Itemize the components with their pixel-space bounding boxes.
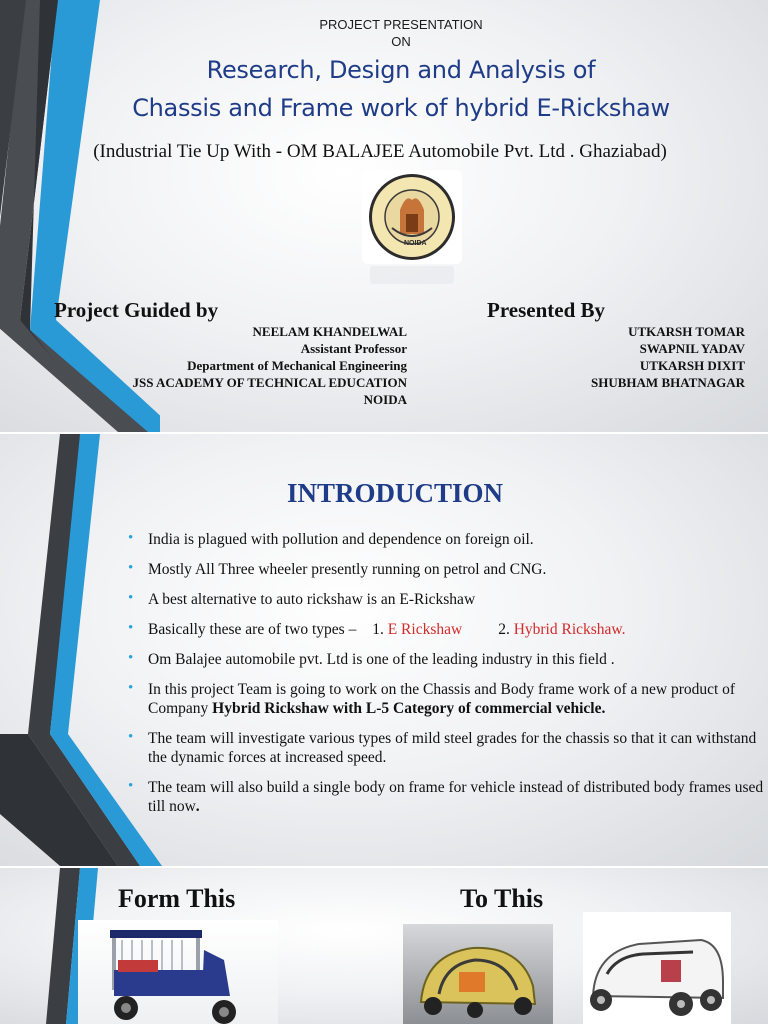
college-logo: [362, 170, 462, 288]
bullet-text: India is plagued with pollution and dependence on foreign oil.: [148, 531, 534, 548]
bullet-icon: •: [128, 590, 134, 606]
bullet-item: [128, 778, 764, 816]
presenter-name: UTKARSH DIXIT: [639, 358, 745, 373]
guide-info: [40, 323, 407, 408]
bullet-text: In this project Team is going to work on the Chassis and Body frame work of a new product of Company: [148, 681, 736, 717]
bullet-icon: •: [128, 560, 134, 576]
slide-introduction: [0, 434, 768, 866]
bullet-item: [128, 680, 764, 718]
presenter-name: SWAPNIL YADAV: [639, 341, 745, 356]
from-heading: Form This: [118, 884, 236, 913]
guide-institute: JSS ACADEMY OF TECHNICAL EDUCATION: [132, 375, 407, 390]
presenter-name: SHUBHAM BHATNAGAR: [591, 375, 745, 390]
hybrid-concept-photo-2: [583, 912, 731, 1024]
type-2-number: 2.: [498, 621, 514, 638]
type-2-label: Hybrid Rickshaw.: [513, 621, 626, 638]
title-line-2: Chassis and Frame work of hybrid E-Rickshaw: [132, 94, 670, 122]
heading-line-1: PROJECT PRESENTATION: [319, 17, 483, 32]
guided-by-heading: Project Guided by: [54, 298, 219, 322]
bullet-icon: •: [128, 680, 134, 696]
bullet-text: Om Balajee automobile pvt. Ltd is one of the leading industry in this field .: [148, 651, 615, 668]
bullet-item: [128, 650, 764, 669]
heading-line-2: ON: [391, 34, 411, 49]
presenter-name: UTKARSH TOMAR: [628, 324, 745, 339]
bullet-item: [128, 729, 764, 767]
bullet-text: A best alternative to auto rickshaw is an E-Rickshaw: [148, 591, 476, 608]
guide-department: Department of Mechanical Engineering: [187, 358, 407, 373]
slide-title: [0, 0, 768, 432]
to-heading: To This: [460, 884, 544, 913]
bullet-bold-text: Hybrid Rickshaw with L-5 Category of commercial vehicle.: [212, 700, 606, 717]
presenter-list: [500, 323, 745, 391]
bullet-icon: •: [128, 778, 134, 794]
bullet-icon: •: [128, 650, 134, 666]
type-1-label: E Rickshaw: [387, 621, 463, 638]
introduction-bullets: [128, 530, 764, 827]
guide-name: NEELAM KHANDELWAL: [252, 324, 407, 339]
hybrid-concept-photo-1: [403, 924, 553, 1024]
guide-designation: Assistant Professor: [300, 341, 407, 356]
bullet-item: [128, 560, 764, 579]
bullet-icon: •: [128, 620, 134, 636]
presented-by-heading: Presented By: [487, 298, 606, 322]
bullet-text: The team will also build a single body on frame for vehicle instead of distributed body frames used till now: [148, 779, 764, 815]
title-line-1: Research, Design and Analysis of: [206, 56, 596, 84]
bullet-item: [128, 590, 764, 609]
bullet-text: Basically these are of two types –: [148, 621, 361, 638]
bullet-text: The team will investigate various types of mild steel grades for the chassis so that it can withstand the dynamic forces at increased speed.: [148, 730, 757, 766]
bullet-bold-text: .: [195, 798, 200, 815]
slide-comparison: [0, 868, 768, 1024]
logo-ring-text-bottom: NOIDA: [404, 240, 427, 247]
bullet-text: Mostly All Three wheeler presently running on petrol and CNG.: [148, 561, 547, 578]
bullet-item: [128, 620, 764, 639]
type-1-number: 1.: [372, 621, 388, 638]
industrial-tie-up: (Industrial Tie Up With - OM BALAJEE Automobile Pvt. Ltd . Ghaziabad): [93, 141, 667, 162]
guide-city: NOIDA: [363, 392, 407, 407]
introduction-heading: INTRODUCTION: [286, 478, 504, 508]
bullet-item: [128, 530, 764, 549]
e-rickshaw-photo: [78, 920, 278, 1024]
bullet-icon: •: [128, 530, 134, 546]
bullet-icon: •: [128, 729, 134, 745]
